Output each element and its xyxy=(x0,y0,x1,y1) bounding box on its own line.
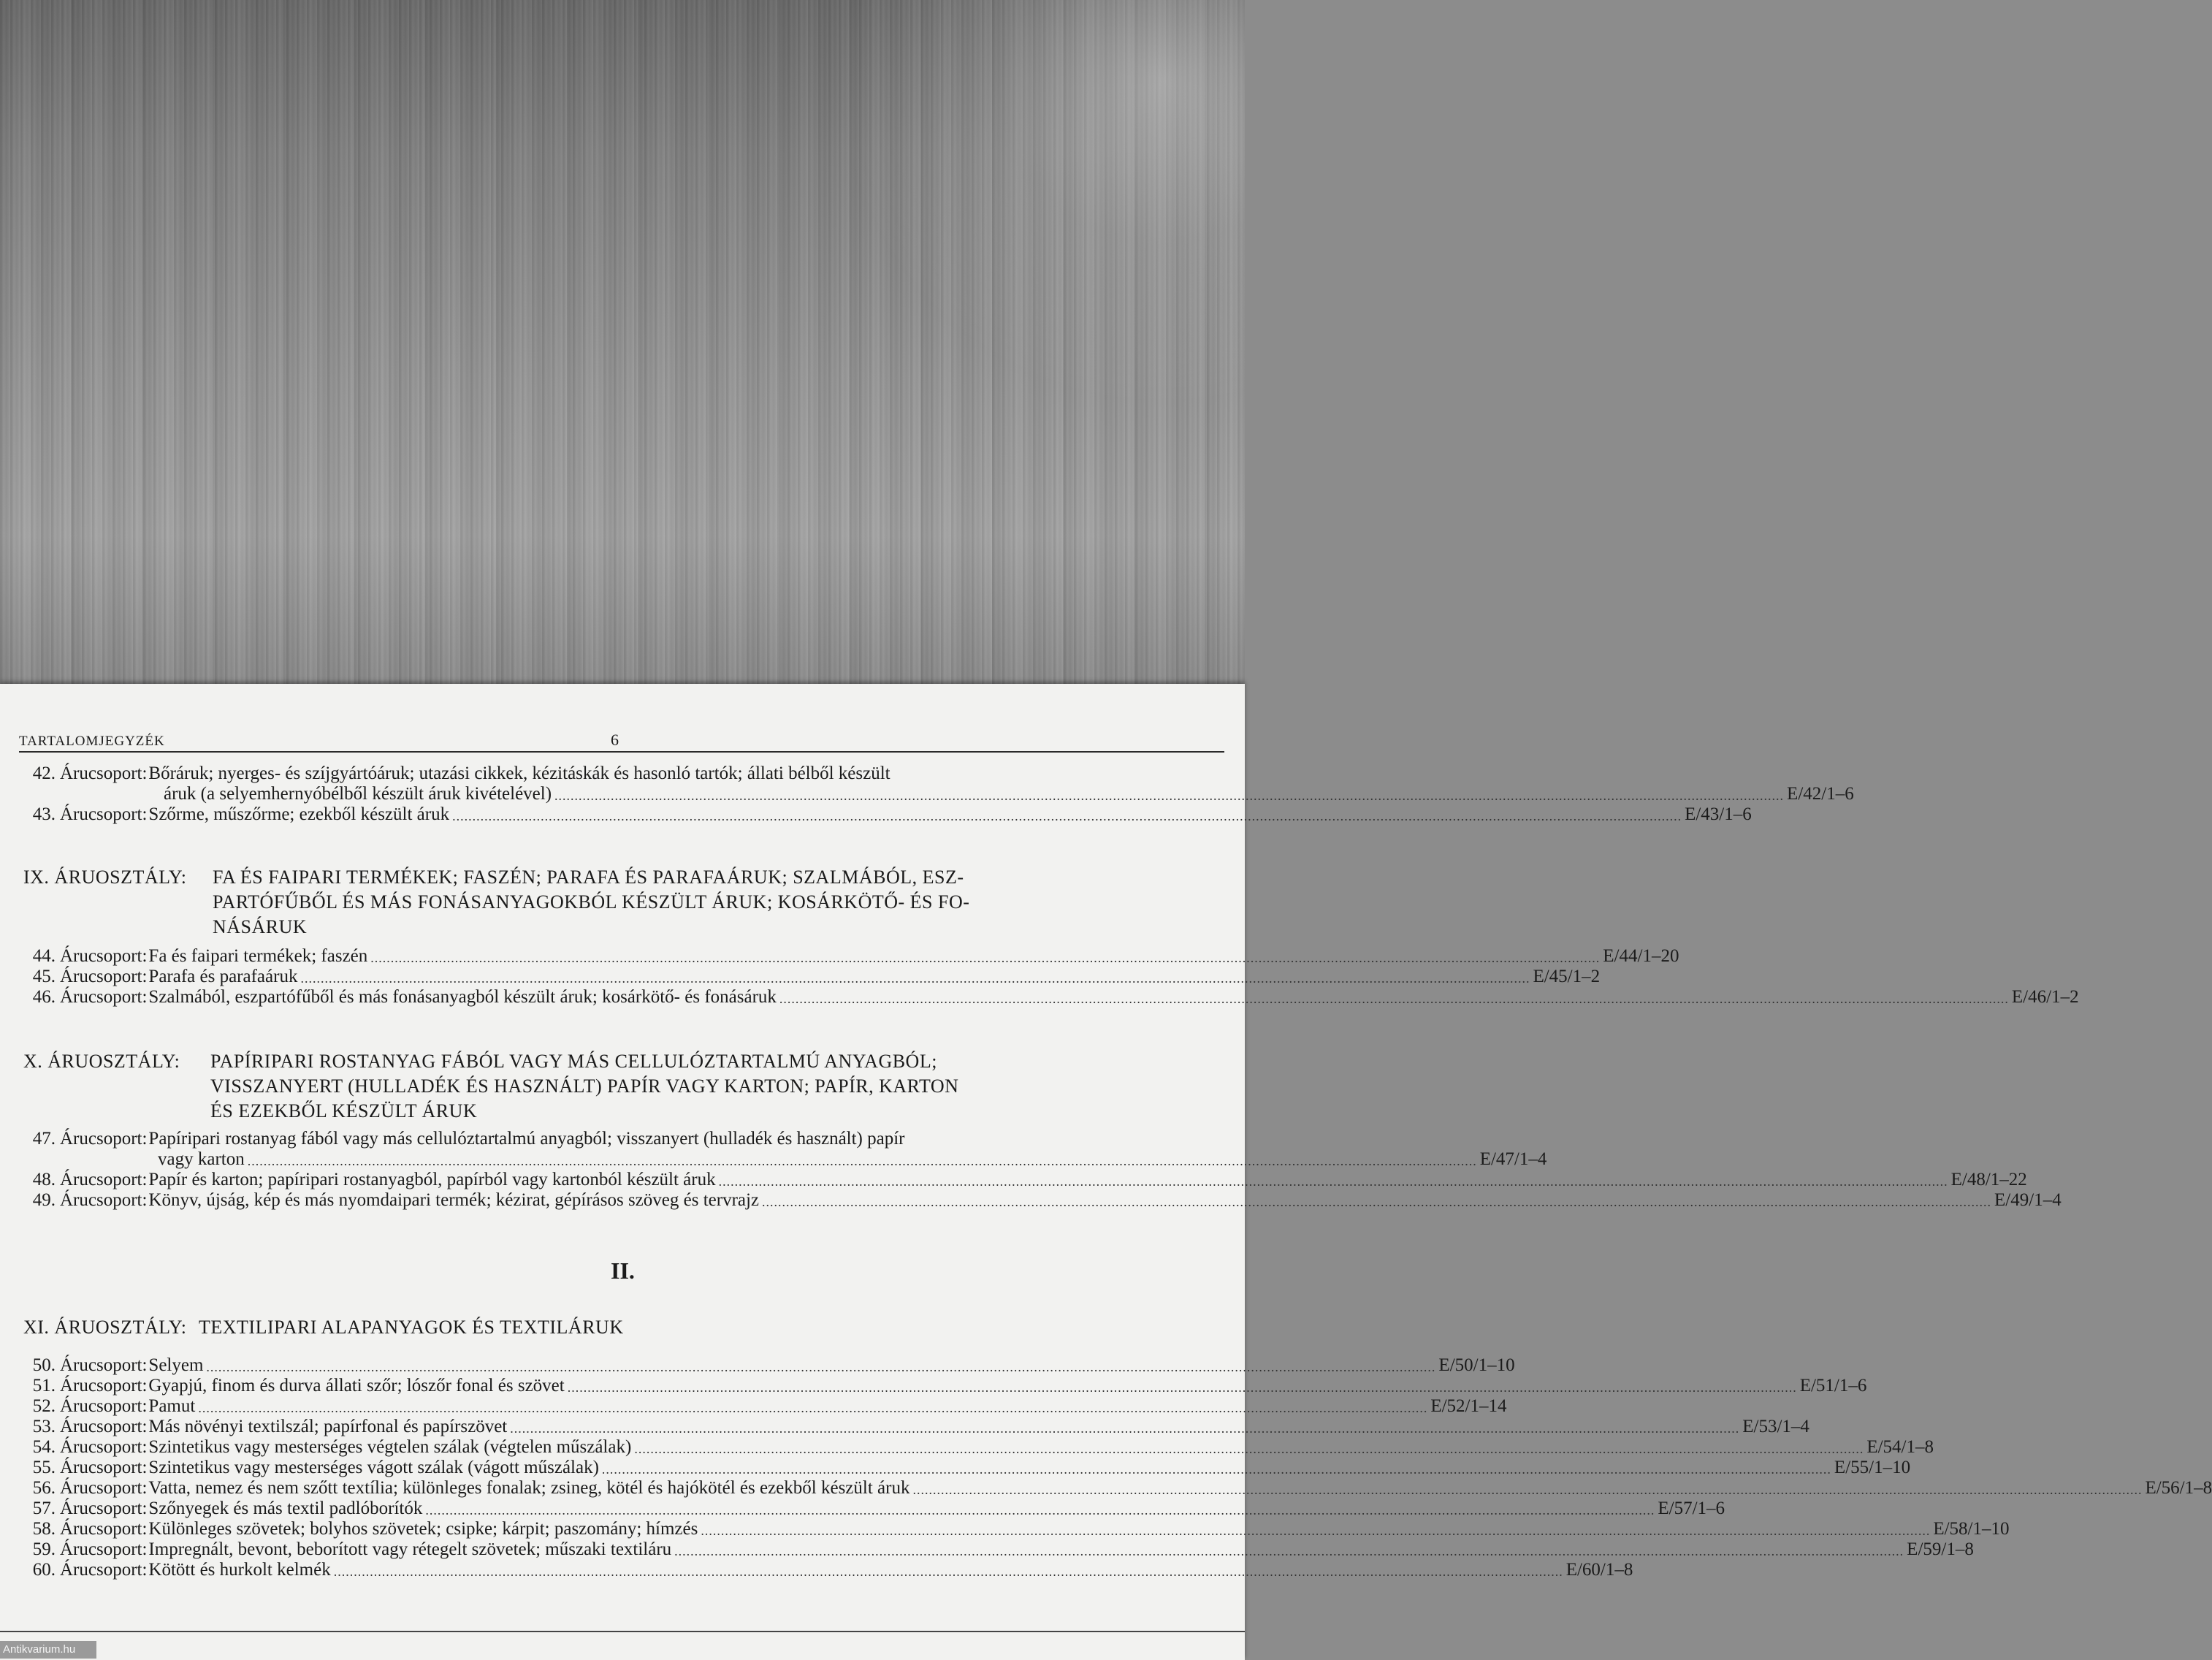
toc-entry-50 xyxy=(19,1355,1515,1377)
toc-entry-49 xyxy=(19,1189,2062,1211)
section-title-line: NÁSÁRUK xyxy=(213,916,308,937)
entry-reference: E/60/1–8 xyxy=(1565,1560,1633,1580)
entry-reference: E/49/1–4 xyxy=(1994,1190,2062,1210)
section-title-line: TEXTILIPARI ALAPANYAGOK ÉS TEXTILÁRUK xyxy=(199,1317,624,1338)
entry-reference: E/42/1–6 xyxy=(1787,784,1854,804)
watermark-label: Antikvarium.hu xyxy=(0,1641,96,1659)
section-title-line: VISSZANYERT (HULLADÉK ÉS HASZNÁLT) PAPÍR VAGY KARTON; PAPÍR, KARTON xyxy=(210,1075,959,1097)
entry-reference: E/44/1–20 xyxy=(1603,946,1679,966)
leader-dots: .................................................................................................................................................................................................................................................................................................................. xyxy=(510,1421,1740,1436)
bottom-rule xyxy=(0,1631,1245,1632)
entry-group: Árucsoport: xyxy=(60,764,148,783)
toc-entry-43 xyxy=(19,804,1752,826)
entry-number: 52. xyxy=(32,1396,56,1416)
leader-dots: .................................................................................................................................................................................................................................................................................................................. xyxy=(912,1482,2143,1497)
toc-entry-54 xyxy=(19,1436,1934,1458)
entry-title: Más növényi textilszál; papírfonal és papírszövet xyxy=(148,1417,508,1436)
leader-dots: .................................................................................................................................................................................................................................................................................................................. xyxy=(370,951,1601,965)
entry-number: 57. xyxy=(32,1499,56,1518)
entry-title: Impregnált, bevont, beborított vagy rétegelt szövetek; műszaki textiláru xyxy=(148,1539,672,1559)
section-title-line: PAPÍRIPARI ROSTANYAG FÁBÓL VAGY MÁS CELLULÓZTARTALMÚ ANYAGBÓL; xyxy=(210,1051,937,1072)
entry-group: Árucsoport: xyxy=(60,1355,148,1375)
page-header xyxy=(19,726,1224,753)
entry-number: 59. xyxy=(32,1539,56,1559)
toc-entry-42-line2 xyxy=(19,783,1854,805)
entry-group: Árucsoport: xyxy=(60,1560,148,1580)
leader-dots: .................................................................................................................................................................................................................................................................................................................. xyxy=(567,1380,1797,1395)
leader-dots: .................................................................................................................................................................................................................................................................................................................. xyxy=(425,1503,1655,1518)
entry-title: Könyv, újság, kép és más nyomdaipari termék; kézirat, gépírásos szöveg és tervrajz xyxy=(148,1190,760,1210)
entry-group: Árucsoport: xyxy=(60,1458,148,1477)
entry-group: Árucsoport: xyxy=(60,1376,148,1396)
entry-group: Árucsoport: xyxy=(60,1478,148,1498)
leader-dots: .................................................................................................................................................................................................................................................................................................................. xyxy=(718,1174,1948,1189)
entry-group: Árucsoport: xyxy=(60,1519,148,1539)
entry-title: Szalmából, eszpartófűből és más fonásanyagból készült áruk; kosárkötő- és fonásáruk xyxy=(148,987,777,1007)
entry-group: Árucsoport: xyxy=(60,967,148,986)
entry-number: 45. xyxy=(32,967,56,986)
section-title-line: ÉS EZEKBŐL KÉSZÜLT ÁRUK xyxy=(210,1100,478,1122)
entry-title: Vatta, nemez és nem szőtt textília; különleges fonalak; zsineg, kötél és hajókötél és ezekből készült áruk xyxy=(148,1478,910,1498)
leader-dots: .................................................................................................................................................................................................................................................................................................................. xyxy=(247,1154,1477,1168)
entry-reference: E/57/1–6 xyxy=(1658,1499,1725,1518)
leader-dots: .................................................................................................................................................................................................................................................................................................................. xyxy=(333,1564,1563,1579)
entry-reference: E/52/1–14 xyxy=(1430,1396,1507,1416)
leader-dots: .................................................................................................................................................................................................................................................................................................................. xyxy=(634,1442,1864,1456)
entry-number: 53. xyxy=(32,1417,56,1436)
entry-title: Parafa és parafaáruk xyxy=(148,967,298,986)
toc-entry-60 xyxy=(19,1559,1633,1581)
toc-entry-47-line2 xyxy=(19,1149,1547,1170)
entry-reference: E/48/1–22 xyxy=(1950,1170,2027,1189)
entry-group: Árucsoport: xyxy=(60,1539,148,1559)
entry-number: 42. xyxy=(32,764,56,783)
toc-entry-48 xyxy=(19,1169,2027,1191)
leader-dots: .................................................................................................................................................................................................................................................................................................................. xyxy=(206,1360,1436,1374)
leader-dots: .................................................................................................................................................................................................................................................................................................................. xyxy=(601,1462,1831,1477)
entry-title: Szőnyegek és más textil padlóborítók xyxy=(148,1499,423,1518)
toc-entry-59 xyxy=(19,1539,1974,1561)
toc-entry-56 xyxy=(19,1477,2212,1499)
entry-title: Kötött és hurkolt kelmék xyxy=(148,1560,331,1580)
entry-group: Árucsoport: xyxy=(60,1499,148,1518)
entry-group: Árucsoport: xyxy=(60,1396,148,1416)
entry-title: Bőráruk; nyerges- és szíjgyártóáruk; utazási cikkek, kézitáskák és hasonló tartók; állati bélből készült xyxy=(148,764,890,783)
entry-title: Papíripari rostanyag fából vagy más cellulóztartalmú anyagból; visszanyert (hulladék és használt) papír xyxy=(148,1129,905,1149)
entry-number: 50. xyxy=(32,1355,56,1375)
entry-group: Árucsoport: xyxy=(60,1170,148,1189)
leader-dots: .................................................................................................................................................................................................................................................................................................................. xyxy=(198,1401,1428,1415)
toc-entry-44 xyxy=(19,945,1679,967)
leader-dots: .................................................................................................................................................................................................................................................................................................................. xyxy=(779,991,2009,1006)
header-title: TARTALOMJEGYZÉK xyxy=(19,734,165,749)
entry-reference: E/55/1–10 xyxy=(1834,1458,1911,1477)
entry-reference: E/47/1–4 xyxy=(1479,1149,1547,1169)
entry-title-continued: áruk (a selyemhernyóbélből készült áruk kivételével) xyxy=(164,784,552,804)
entry-reference: E/53/1–4 xyxy=(1742,1417,1809,1436)
entry-group: Árucsoport: xyxy=(60,1437,148,1457)
entry-title: Különleges szövetek; bolyhos szövetek; csipke; kárpit; paszomány; hímzés xyxy=(148,1519,698,1539)
section-title-line: FA ÉS FAIPARI TERMÉKEK; FASZÉN; PARAFA ÉS PARAFAÁRUK; SZALMÁBÓL, ESZ- xyxy=(213,867,964,888)
entry-reference: E/56/1–8 xyxy=(2145,1478,2212,1498)
entry-number: 51. xyxy=(32,1376,56,1396)
leader-dots: .................................................................................................................................................................................................................................................................................................................. xyxy=(300,971,1530,986)
entry-title: Szőrme, műszőrme; ezekből készült áruk xyxy=(148,804,450,824)
toc-entry-51 xyxy=(19,1375,1867,1397)
entry-reference: E/43/1–6 xyxy=(1685,804,1752,824)
entry-group: Árucsoport: xyxy=(60,804,148,824)
toc-entry-52 xyxy=(19,1396,1507,1417)
entry-title: Selyem xyxy=(148,1355,204,1375)
entry-reference: E/58/1–10 xyxy=(1933,1519,2010,1539)
entry-title: Fa és faipari termékek; faszén xyxy=(148,946,368,966)
toc-entry-53 xyxy=(19,1416,1809,1438)
leader-dots: .................................................................................................................................................................................................................................................................................................................. xyxy=(762,1195,1992,1209)
wooden-table-background xyxy=(0,0,1245,687)
entry-number: 56. xyxy=(32,1478,56,1498)
entry-reference: E/50/1–10 xyxy=(1438,1355,1515,1375)
entry-number: 46. xyxy=(32,987,56,1007)
entry-group: Árucsoport: xyxy=(60,1129,148,1149)
entry-reference: E/51/1–6 xyxy=(1799,1376,1867,1396)
entry-number: 43. xyxy=(32,804,56,824)
section-label: X. ÁRUOSZTÁLY: xyxy=(23,1051,180,1072)
entry-title: Szintetikus vagy mesterséges vágott szálak (vágott műszálak) xyxy=(148,1458,599,1477)
toc-entry-55 xyxy=(19,1457,1911,1479)
toc-entry-58 xyxy=(19,1518,2010,1540)
toc-entry-47-line1 xyxy=(19,1128,1232,1150)
entry-number: 60. xyxy=(32,1560,56,1580)
entry-title: Szintetikus vagy mesterséges végtelen szálak (végtelen műszálak) xyxy=(148,1437,632,1457)
entry-title: Gyapjú, finom és durva állati szőr; lószőr fonal és szövet xyxy=(148,1376,565,1396)
leader-dots: .................................................................................................................................................................................................................................................................................................................. xyxy=(701,1523,1931,1538)
entry-group: Árucsoport: xyxy=(60,987,148,1007)
document-page xyxy=(0,684,2212,1660)
section-label: IX. ÁRUOSZTÁLY: xyxy=(23,867,187,888)
toc-entry-45 xyxy=(19,966,1601,988)
entry-number: 58. xyxy=(32,1519,56,1539)
section-title-line: PARTÓFŰBŐL ÉS MÁS FONÁSANYAGOKBÓL KÉSZÜLT ÁRUK; KOSÁRKÖTŐ- ÉS FO- xyxy=(213,891,970,913)
entry-number: 55. xyxy=(32,1458,56,1477)
entry-reference: E/59/1–8 xyxy=(1907,1539,1974,1559)
toc-entry-42-line1 xyxy=(19,763,1232,785)
entry-number: 49. xyxy=(32,1190,56,1210)
toc-entry-46 xyxy=(19,986,2079,1008)
entry-number: 54. xyxy=(32,1437,56,1457)
leader-dots: .................................................................................................................................................................................................................................................................................................................. xyxy=(674,1544,1904,1558)
page-number: 6 xyxy=(611,731,619,749)
section-label: XI. ÁRUOSZTÁLY: xyxy=(23,1317,187,1338)
leader-dots: .................................................................................................................................................................................................................................................................................................................. xyxy=(554,788,1785,803)
entry-title: Papír és karton; papíripari rostanyagból, papírból vagy kartonból készült áruk xyxy=(148,1170,716,1189)
entry-reference: E/46/1–2 xyxy=(2011,987,2079,1007)
entry-title: Pamut xyxy=(148,1396,196,1416)
entry-reference: E/54/1–8 xyxy=(1866,1437,1934,1457)
entry-number: 48. xyxy=(32,1170,56,1189)
part-numeral: II. xyxy=(611,1257,635,1284)
toc-entry-57 xyxy=(19,1498,1725,1520)
entry-group: Árucsoport: xyxy=(60,946,148,966)
light-reflection xyxy=(836,0,1245,409)
entry-reference: E/45/1–2 xyxy=(1533,967,1601,986)
leader-dots: .................................................................................................................................................................................................................................................................................................................. xyxy=(452,809,1682,823)
entry-group: Árucsoport: xyxy=(60,1417,148,1436)
entry-number: 44. xyxy=(32,946,56,966)
entry-group: Árucsoport: xyxy=(60,1190,148,1210)
entry-title-continued: vagy karton xyxy=(158,1149,245,1169)
entry-number: 47. xyxy=(32,1129,56,1149)
